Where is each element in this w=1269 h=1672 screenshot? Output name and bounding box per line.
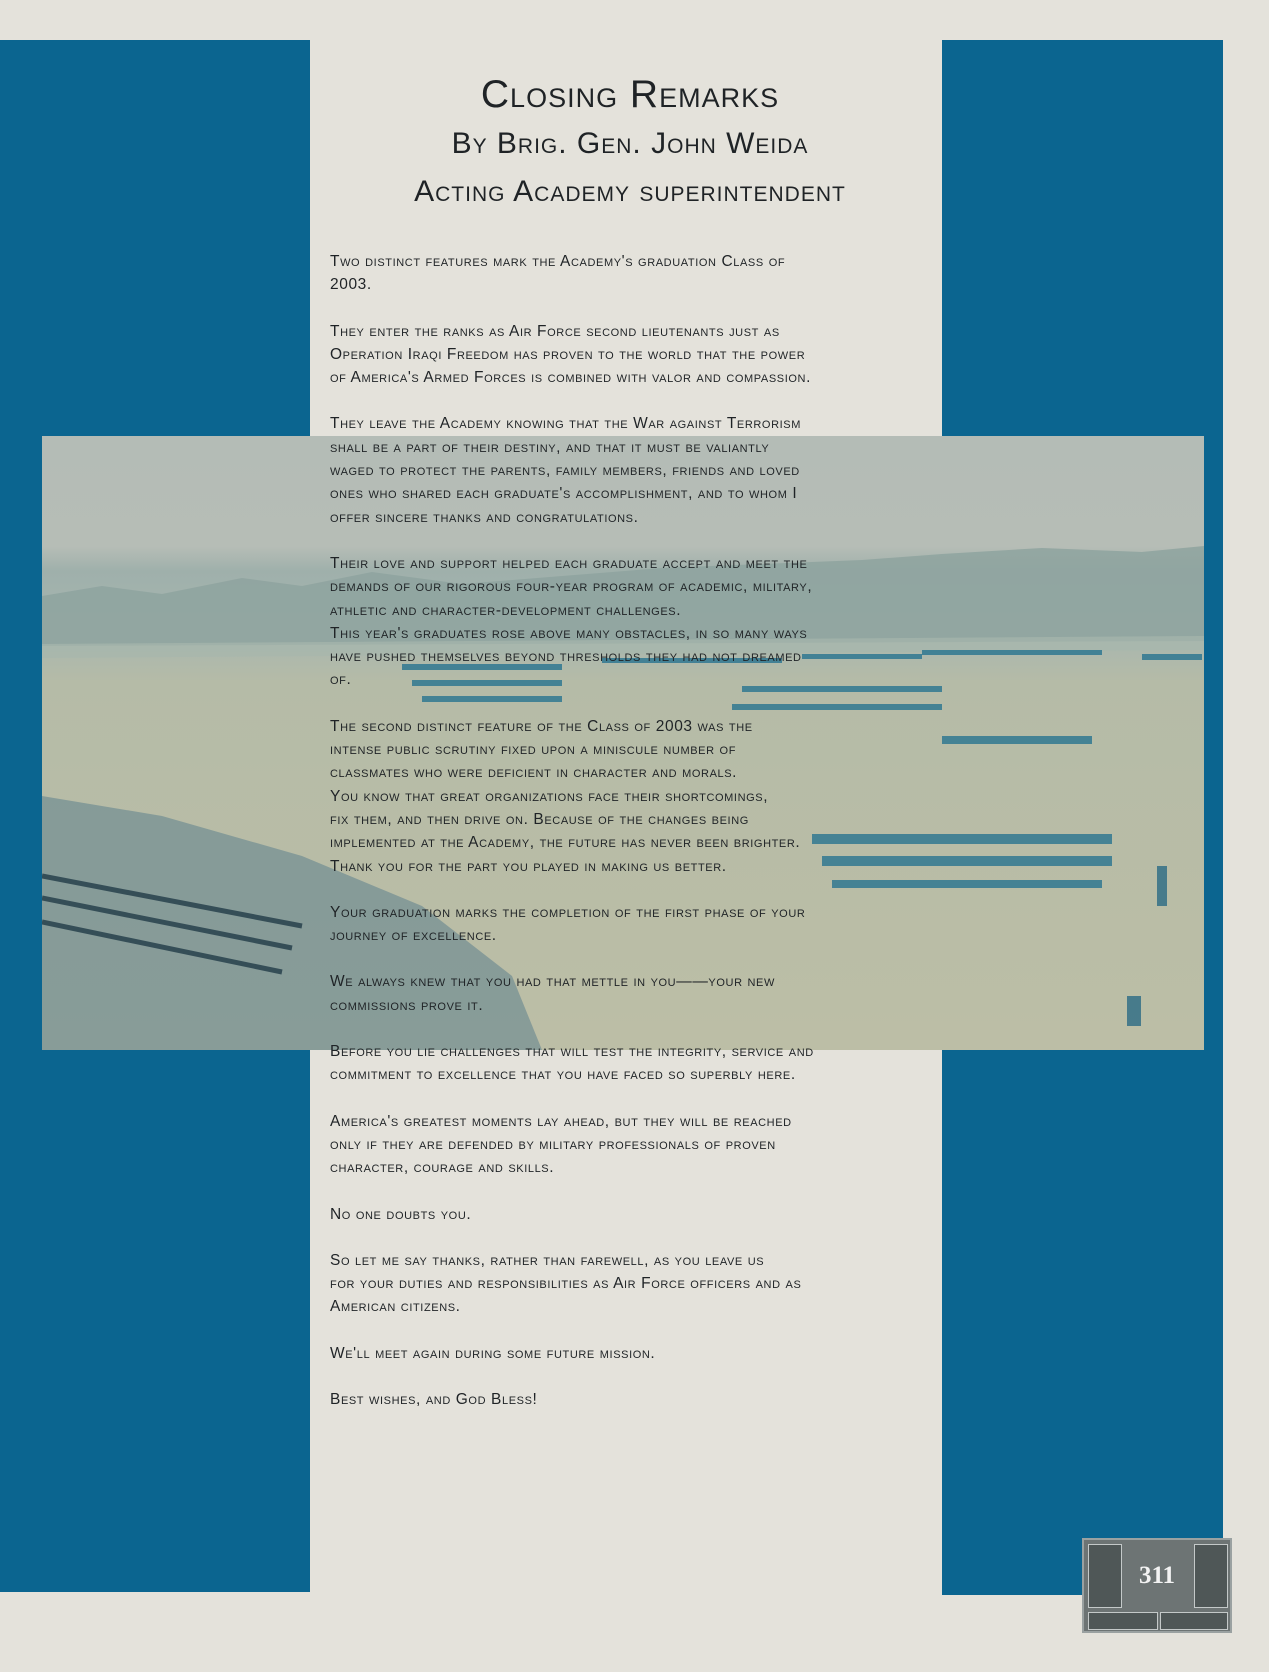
paragraph: We always knew that you had that mettle in you——your new commissions prove it. [330,973,775,1014]
author-byline: By Brig. Gen. John Weida [451,127,809,160]
paragraph: We'll meet again during some future mission. [330,1344,656,1362]
article-body [330,250,930,1411]
paragraph: So let me say thanks, rather than farewell, as you leave us for your duties and responsibilities as Air Force officers and as American citizens. [330,1251,802,1316]
page-number: 311 [1138,1562,1176,1589]
author-role: Acting Academy superintendent [414,175,846,208]
paragraph: They leave the Academy knowing that the War against Terrorism shall be a part of their destiny, and that it must be valiantly waged to protect the parents, family members, friends and loved ones who shared each graduate's accomplishment, and to whom I offer sincere thanks and congratulations. [330,415,801,526]
paragraph: America's greatest moments lay ahead, but they will be reached only if they are defended by military professionals of proven character, courage and skills. [330,1112,792,1177]
article-title: Closing Remarks [480,73,780,116]
paragraph: No one doubts you. [330,1205,472,1223]
article-text-column [330,70,930,1434]
window-cell [1194,1544,1228,1608]
page-number-box [1082,1538,1232,1633]
window-cell [1160,1612,1228,1630]
paragraph: They enter the ranks as Air Force second lieutenants just as Operation Iraqi Freedom has proven to the world that the power of America's Armed Forces is combined with valor and compassion. [330,322,811,387]
paragraph: Best wishes, and God Bless! [330,1390,538,1408]
paragraph: Your graduation marks the completion of the first phase of your journey of excellence. [330,903,806,945]
window-cell [1088,1612,1158,1630]
window-cell [1088,1544,1122,1608]
paragraph: Before you lie challenges that will test the integrity, service and commitment to excellence that you have faced so superbly here. [330,1043,814,1084]
paragraph: Two distinct features mark the Academy's graduation Class of 2003. [330,253,786,294]
paragraph: Their love and support helped each graduate accept and meet the demands of our rigorous four-year program of academic, military, athletic and character-development challenges. This year's graduates rose above many obstacles, in so many ways have pushed themselves beyond thresholds they had not dreamed of. [330,554,813,689]
paragraph: The second distinct feature of the Class of 2003 was the intense public scrutiny fixed upon a miniscule number of classmates who were deficient in character and morals. You know that great organizations face their shortcomings, fix them, and then drive on. Because of the changes being implemented at the Academy, the future has never been brighter. Thank you for the part you played in making us better. [330,717,801,875]
